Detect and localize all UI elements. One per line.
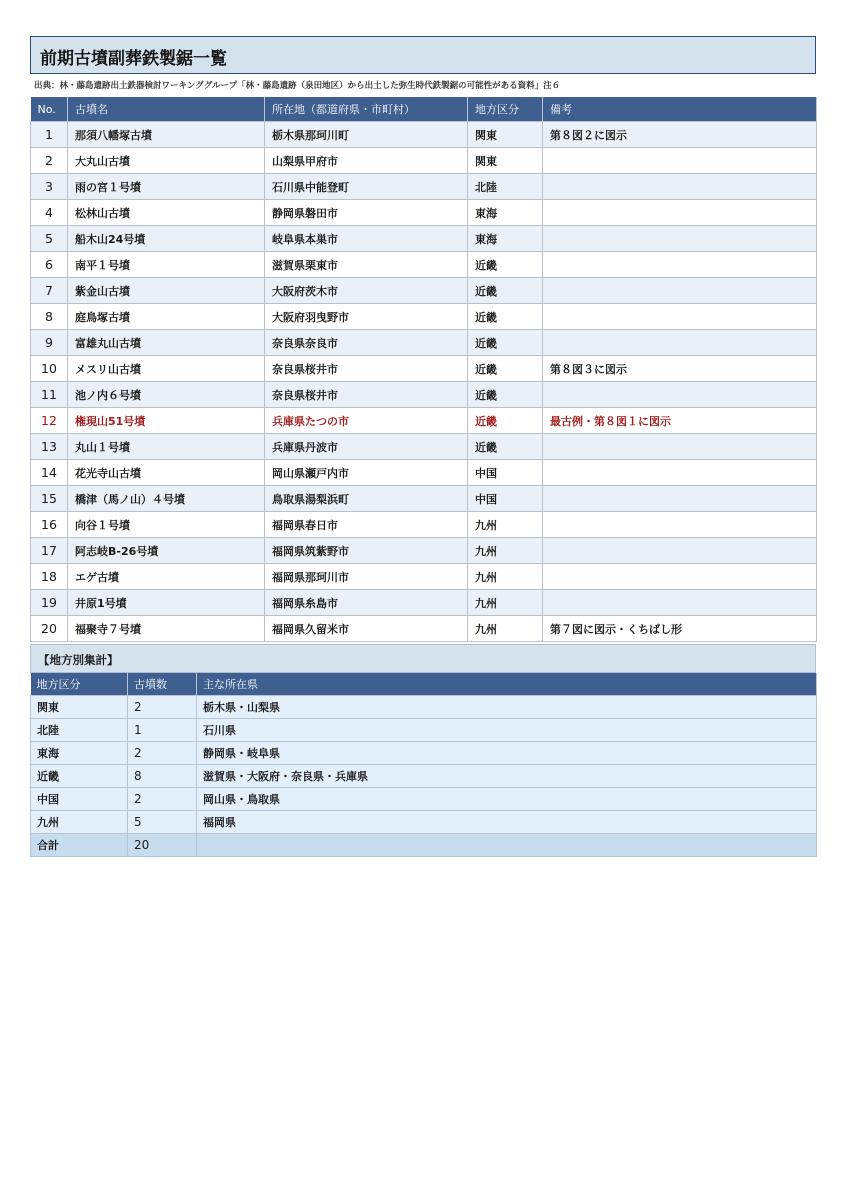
cell-region: 中国 (468, 486, 543, 512)
page-title: 前期古墳副葬鉄製鋸一覧 (40, 49, 227, 69)
cell-region: 近畿 (468, 330, 543, 356)
cell-no: 20 (31, 616, 68, 642)
summary-header-row (31, 673, 817, 696)
cell-no: 18 (31, 564, 68, 590)
cell-region: 九州 (468, 616, 543, 642)
cell-no: 13 (31, 434, 68, 460)
cell-note (543, 512, 817, 538)
summary-count: 1 (128, 719, 197, 742)
table-row (31, 590, 817, 616)
table-row (31, 148, 817, 174)
table-row (31, 304, 817, 330)
summary-prefs: 石川県 (197, 719, 817, 742)
cell-location: 福岡県糸島市 (265, 590, 468, 616)
table-row (31, 122, 817, 148)
summary-region: 中国 (31, 788, 128, 811)
cell-region: 東海 (468, 200, 543, 226)
cell-name: 福聚寺７号墳 (68, 616, 265, 642)
cell-location: 福岡県春日市 (265, 512, 468, 538)
cell-location: 奈良県奈良市 (265, 330, 468, 356)
cell-region: 東海 (468, 226, 543, 252)
cell-location: 福岡県那珂川市 (265, 564, 468, 590)
cell-note (543, 382, 817, 408)
summary-total-prefs (197, 834, 817, 857)
cell-name: 丸山１号墳 (68, 434, 265, 460)
cell-region: 近畿 (468, 304, 543, 330)
cell-no: 3 (31, 174, 68, 200)
cell-location: 岐阜県本巣市 (265, 226, 468, 252)
summary-count: 2 (128, 742, 197, 765)
cell-note (543, 148, 817, 174)
summary-row (31, 742, 817, 765)
summary-col-prefs: 主な所在県 (197, 673, 817, 696)
table-row (31, 200, 817, 226)
cell-note (543, 434, 817, 460)
cell-region: 近畿 (468, 356, 543, 382)
cell-region: 北陸 (468, 174, 543, 200)
summary-col-region: 地方区分 (31, 673, 128, 696)
cell-region: 九州 (468, 564, 543, 590)
cell-no: 16 (31, 512, 68, 538)
cell-region: 近畿 (468, 408, 543, 434)
summary-total-label: 合計 (31, 834, 128, 857)
table-row (31, 512, 817, 538)
source-citation: 出典：林・藤島遺跡出土鉄器検討ワーキンググループ「林・藤島遺跡（泉田地区）から出土した弥生時代鉄製鋸の可能性がある資料」注６ (34, 81, 561, 91)
title-box (30, 36, 816, 74)
table-row (31, 382, 817, 408)
cell-name: 南平１号墳 (68, 252, 265, 278)
summary-heading: 【地方別集計】 (38, 653, 119, 667)
cell-location: 大阪府茨木市 (265, 278, 468, 304)
cell-no: 2 (31, 148, 68, 174)
summary-row (31, 788, 817, 811)
cell-note (543, 200, 817, 226)
cell-note (543, 226, 817, 252)
summary-prefs: 岡山県・鳥取県 (197, 788, 817, 811)
cell-name: 雨の宮１号墳 (68, 174, 265, 200)
summary-region: 近畿 (31, 765, 128, 788)
cell-note (543, 252, 817, 278)
summary-count: 2 (128, 788, 197, 811)
cell-name: 船木山24号墳 (68, 226, 265, 252)
summary-region: 関東 (31, 696, 128, 719)
cell-name: 富雄丸山古墳 (68, 330, 265, 356)
cell-note: 第７図に図示・くちばし形 (543, 616, 817, 642)
summary-count: 8 (128, 765, 197, 788)
region-summary-table (30, 673, 817, 857)
summary-count: 2 (128, 696, 197, 719)
table-row (31, 174, 817, 200)
cell-no: 17 (31, 538, 68, 564)
cell-name: 松林山古墳 (68, 200, 265, 226)
cell-location: 奈良県桜井市 (265, 356, 468, 382)
cell-no: 11 (31, 382, 68, 408)
cell-no: 1 (31, 122, 68, 148)
cell-no: 6 (31, 252, 68, 278)
summary-row (31, 765, 817, 788)
summary-prefs: 栃木県・山梨県 (197, 696, 817, 719)
table-row (31, 252, 817, 278)
table-row (31, 330, 817, 356)
summary-region: 北陸 (31, 719, 128, 742)
cell-note: 最古例・第８図１に図示 (543, 408, 817, 434)
summary-region: 東海 (31, 742, 128, 765)
cell-name: 向谷１号墳 (68, 512, 265, 538)
cell-name: 阿志岐B-26号墳 (68, 538, 265, 564)
summary-prefs: 静岡県・岐阜県 (197, 742, 817, 765)
column-header-location: 所在地（都道府県・市町村） (265, 97, 468, 122)
cell-no: 15 (31, 486, 68, 512)
cell-region: 関東 (468, 122, 543, 148)
cell-name: 橋津（馬ノ山）４号墳 (68, 486, 265, 512)
cell-name: 花光寺山古墳 (68, 460, 265, 486)
cell-name: 権現山51号墳 (68, 408, 265, 434)
table-row (31, 356, 817, 382)
cell-location: 福岡県久留米市 (265, 616, 468, 642)
cell-location: 石川県中能登町 (265, 174, 468, 200)
cell-note (543, 460, 817, 486)
cell-no: 10 (31, 356, 68, 382)
cell-name: 紫金山古墳 (68, 278, 265, 304)
cell-no: 5 (31, 226, 68, 252)
column-header-region: 地方区分 (468, 97, 543, 122)
table-row (31, 408, 817, 434)
cell-region: 九州 (468, 512, 543, 538)
table-row (31, 278, 817, 304)
cell-location: 福岡県筑紫野市 (265, 538, 468, 564)
cell-note (543, 330, 817, 356)
cell-note: 第８図３に図示 (543, 356, 817, 382)
cell-location: 山梨県甲府市 (265, 148, 468, 174)
cell-name: 井原1号墳 (68, 590, 265, 616)
cell-location: 滋賀県栗東市 (265, 252, 468, 278)
summary-total-row (31, 834, 817, 857)
cell-name: エゲ古墳 (68, 564, 265, 590)
cell-location: 兵庫県丹波市 (265, 434, 468, 460)
summary-row (31, 811, 817, 834)
cell-no: 12 (31, 408, 68, 434)
column-header-name: 古墳名 (68, 97, 265, 122)
cell-location: 岡山県瀬戸内市 (265, 460, 468, 486)
cell-note: 第８図２に図示 (543, 122, 817, 148)
cell-no: 7 (31, 278, 68, 304)
cell-note (543, 486, 817, 512)
cell-location: 奈良県桜井市 (265, 382, 468, 408)
table-row (31, 616, 817, 642)
cell-region: 関東 (468, 148, 543, 174)
cell-note (543, 278, 817, 304)
summary-heading-box (30, 644, 816, 673)
summary-total-count: 20 (128, 834, 197, 857)
cell-region: 九州 (468, 538, 543, 564)
cell-no: 4 (31, 200, 68, 226)
cell-name: 庭鳥塚古墳 (68, 304, 265, 330)
cell-name: 池ノ内６号墳 (68, 382, 265, 408)
cell-location: 栃木県那珂川町 (265, 122, 468, 148)
table-row (31, 564, 817, 590)
summary-count: 5 (128, 811, 197, 834)
table-row (31, 486, 817, 512)
cell-note (543, 538, 817, 564)
cell-name: 那須八幡塚古墳 (68, 122, 265, 148)
cell-region: 近畿 (468, 434, 543, 460)
cell-note (543, 564, 817, 590)
summary-prefs: 福岡県 (197, 811, 817, 834)
cell-region: 近畿 (468, 382, 543, 408)
cell-region: 近畿 (468, 252, 543, 278)
cell-no: 9 (31, 330, 68, 356)
cell-location: 鳥取県湯梨浜町 (265, 486, 468, 512)
cell-note (543, 590, 817, 616)
column-header-no: No. (31, 97, 68, 122)
cell-note (543, 304, 817, 330)
kofun-saw-table (30, 97, 817, 642)
summary-row (31, 696, 817, 719)
table-row (31, 226, 817, 252)
cell-location: 大阪府羽曳野市 (265, 304, 468, 330)
summary-region: 九州 (31, 811, 128, 834)
cell-note (543, 174, 817, 200)
summary-col-count: 古墳数 (128, 673, 197, 696)
cell-location: 静岡県磐田市 (265, 200, 468, 226)
table-row (31, 460, 817, 486)
table-row (31, 538, 817, 564)
cell-region: 中国 (468, 460, 543, 486)
cell-name: メスリ山古墳 (68, 356, 265, 382)
cell-no: 8 (31, 304, 68, 330)
cell-no: 19 (31, 590, 68, 616)
column-header-note: 備考 (543, 97, 817, 122)
cell-location: 兵庫県たつの市 (265, 408, 468, 434)
table-header-row (31, 97, 817, 122)
table-row (31, 434, 817, 460)
cell-region: 近畿 (468, 278, 543, 304)
summary-prefs: 滋賀県・大阪府・奈良県・兵庫県 (197, 765, 817, 788)
cell-name: 大丸山古墳 (68, 148, 265, 174)
summary-row (31, 719, 817, 742)
cell-no: 14 (31, 460, 68, 486)
cell-region: 九州 (468, 590, 543, 616)
